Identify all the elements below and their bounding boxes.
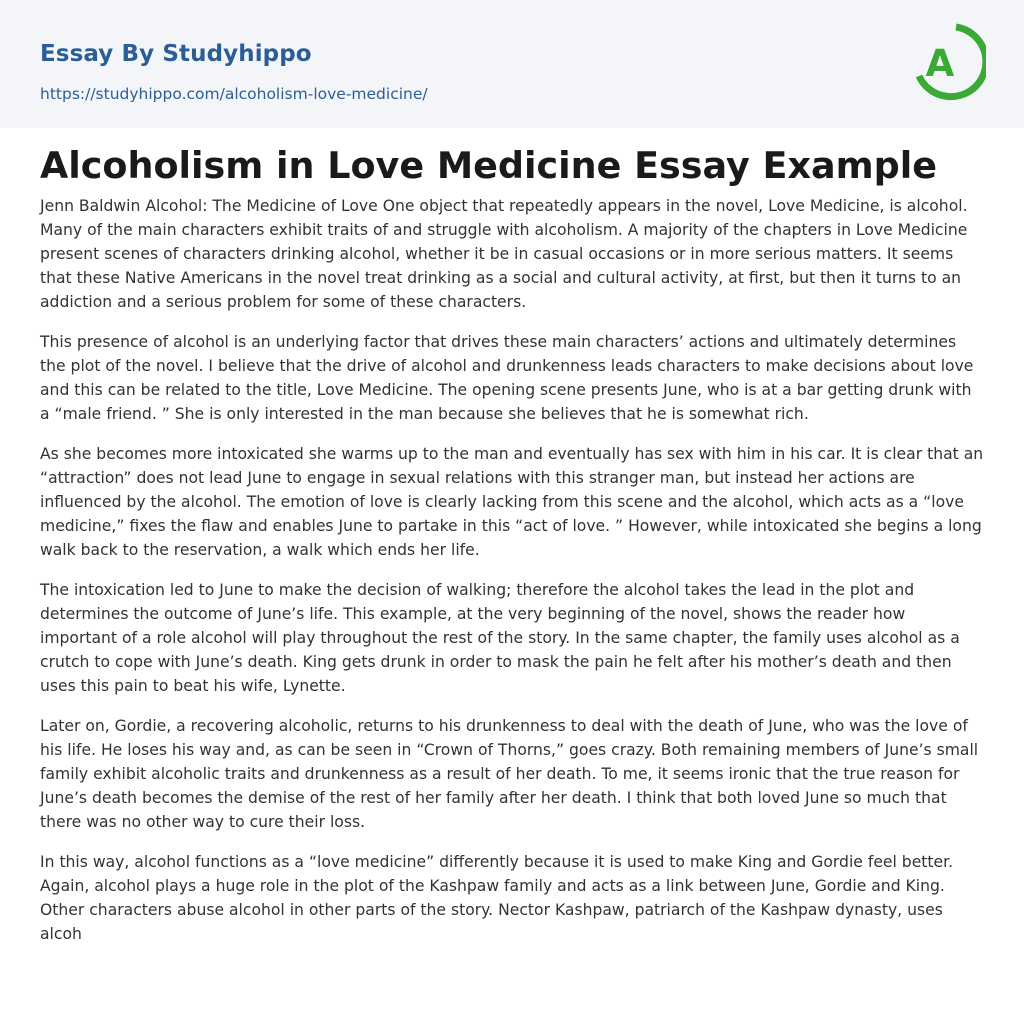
essay-paragraph: Later on, Gordie, a recovering alcoholic, returns to his drunkenness to deal with the death of June, who was the love of his life. He loses his way and, as can be seen in “Crown of Thorns,” goes crazy. Both remaining members of June’s small family exhibit alcoholic traits and drunkenness as a result of her death. To me, it seems ironic that the true reason for June’s death becomes the demise of the rest of her family after her death. I think that both loved June so much that there was no other way to cure their loss.	[40, 717, 979, 831]
logo-letter: A	[925, 42, 955, 85]
essay-paragraph: The intoxication led to June to make the decision of walking; therefore the alcohol takes the lead in the plot and determines the outcome of June’s life. This example, at the very beginning of the novel, shows the reader how important of a role alcohol will play throughout the rest of the story. In the same chapter, the family uses alcohol as a crutch to cope with June’s death. King gets drunk in order to mask the pain he felt after his mother’s death and then uses this pain to beat his wife, Lynette.	[40, 581, 960, 695]
site-brand[interactable]: Essay By Studyhippo	[40, 41, 312, 67]
essay-paragraph: This presence of alcohol is an underlying factor that drives these main characters’ actions and ultimately determines the plot of the novel. I believe that the drive of alcohol and drunkenness leads characters to make decisions about love and this can be related to the title, Love Medicine. The opening scene presents June, who is at a bar getting drunk with a “male friend. ” She is only interested in the man because she believes that he is somewhat rich.	[40, 333, 974, 423]
essay-paragraph: In this way, alcohol functions as a “love medicine” differently because it is used to make King and Gordie feel better. Again, alcohol plays a huge role in the plot of the Kashpaw family and acts as a link between June, Gordie and King. Other characters abuse alcohol in other parts of the story. Nector Kashpaw, patriarch of the Kashpaw dynasty, uses alcoh	[40, 853, 954, 943]
essay-paragraph: As she becomes more intoxicated she warms up to the man and eventually has sex with him in his car. It is clear that an “attraction” does not lead June to engage in sexual relations with this stranger man, but instead her actions are influenced by the alcohol. The emotion of love is clearly lacking from this scene and the alcohol, which acts as a “love medicine,” fixes the flaw and enables June to partake in this “act of love. ” However, while intoxicated she begins a long walk back to the reservation, a walk which ends her life.	[40, 445, 984, 559]
essay-body	[40, 194, 985, 962]
source-url-link[interactable]: https://studyhippo.com/alcoholism-love-medicine/	[40, 85, 428, 103]
page-title: Alcoholism in Love Medicine Essay Example	[40, 144, 938, 187]
studyhippo-logo-icon[interactable]	[912, 20, 986, 104]
essay-paragraph: Jenn Baldwin Alcohol: The Medicine of Love One object that repeatedly appears in the novel, Love Medicine, is alcohol. Many of the main characters exhibit traits of and struggle with alcoholism. A majority of the chapters in Love Medicine present scenes of characters drinking alcohol, whether it be in casual occasions or in more serious matters. It seems that these Native Americans in the novel treat drinking as a social and cultural activity, at first, but then it turns to an addiction and a serious problem for some of these characters.	[40, 197, 968, 311]
site-header	[0, 0, 1024, 128]
